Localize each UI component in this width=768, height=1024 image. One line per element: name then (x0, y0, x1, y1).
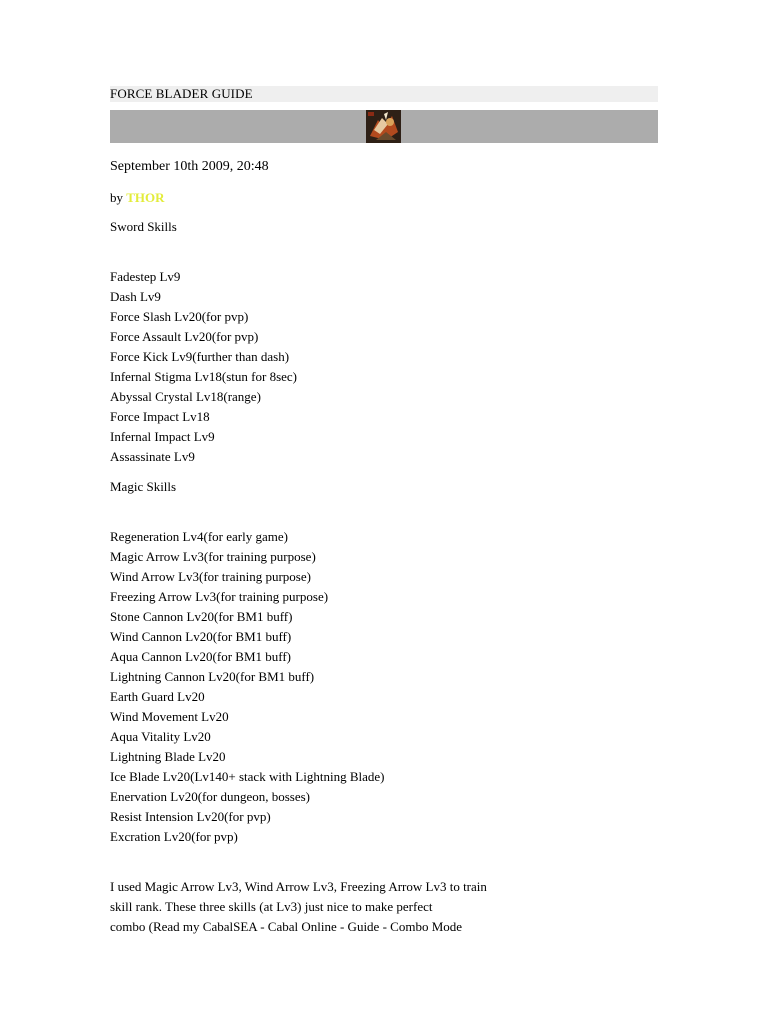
banner-thumbnail-image (366, 110, 401, 143)
list-item: Freezing Arrow Lv3(for training purpose) (110, 589, 329, 604)
document-page (110, 86, 658, 937)
list-item: Regeneration Lv4(for early game) (110, 529, 288, 544)
list-item: Wind Movement Lv20 (110, 709, 229, 724)
list-item: Lightning Blade Lv20 (110, 749, 226, 764)
list-item: Abyssal Crystal Lv18(range) (110, 389, 261, 404)
list-item: Infernal Stigma Lv18(stun for 8sec) (110, 369, 298, 384)
list-item: Aqua Cannon Lv20(for BM1 buff) (110, 649, 292, 664)
author-link[interactable]: THOR (126, 190, 165, 205)
list-item: Aqua Vitality Lv20 (110, 729, 211, 744)
list-item: Force Impact Lv18 (110, 409, 210, 424)
paragraph-line: skill rank. These three skills (at Lv3) just nice to make perfect (110, 899, 433, 914)
list-item: Force Assault Lv20(for pvp) (110, 329, 259, 344)
list-item: Wind Arrow Lv3(for training purpose) (110, 569, 311, 584)
list-item: Force Kick Lv9(further than dash) (110, 349, 290, 364)
magic-skills-list (110, 527, 658, 847)
list-item: Stone Cannon Lv20(for BM1 buff) (110, 609, 293, 624)
list-item: Enervation Lv20(for dungeon, bosses) (110, 789, 311, 804)
list-item: Assassinate Lv9 (110, 449, 195, 464)
list-item: Force Slash Lv20(for pvp) (110, 309, 249, 324)
sword-skills-heading: Sword Skills (110, 219, 177, 234)
sword-skills-list (110, 267, 658, 467)
by-label: by (110, 190, 123, 205)
list-item: Magic Arrow Lv3(for training purpose) (110, 549, 316, 564)
magic-skills-heading: Magic Skills (110, 479, 177, 494)
post-date: September 10th 2009, 20:48 (110, 159, 269, 174)
list-item: Lightning Cannon Lv20(for BM1 buff) (110, 669, 315, 684)
list-item: Resist Intension Lv20(for pvp) (110, 809, 271, 824)
list-item: Infernal Impact Lv9 (110, 429, 215, 444)
byline (110, 190, 658, 206)
list-item: Wind Cannon Lv20(for BM1 buff) (110, 629, 292, 644)
banner (110, 110, 658, 143)
list-item: Fadestep Lv9 (110, 269, 181, 284)
list-item: Excration Lv20(for pvp) (110, 829, 238, 844)
page-title: FORCE BLADER GUIDE (110, 86, 658, 102)
paragraph-line: I used Magic Arrow Lv3, Wind Arrow Lv3, Freezing Arrow Lv3 to train (110, 879, 487, 894)
body-paragraph (110, 877, 658, 937)
list-item: Earth Guard Lv20 (110, 689, 205, 704)
list-item: Dash Lv9 (110, 289, 161, 304)
paragraph-line: combo (Read my CabalSEA - Cabal Online - Guide - Combo Mode (110, 919, 463, 934)
list-item: Ice Blade Lv20(Lv140+ stack with Lightning Blade) (110, 769, 385, 784)
